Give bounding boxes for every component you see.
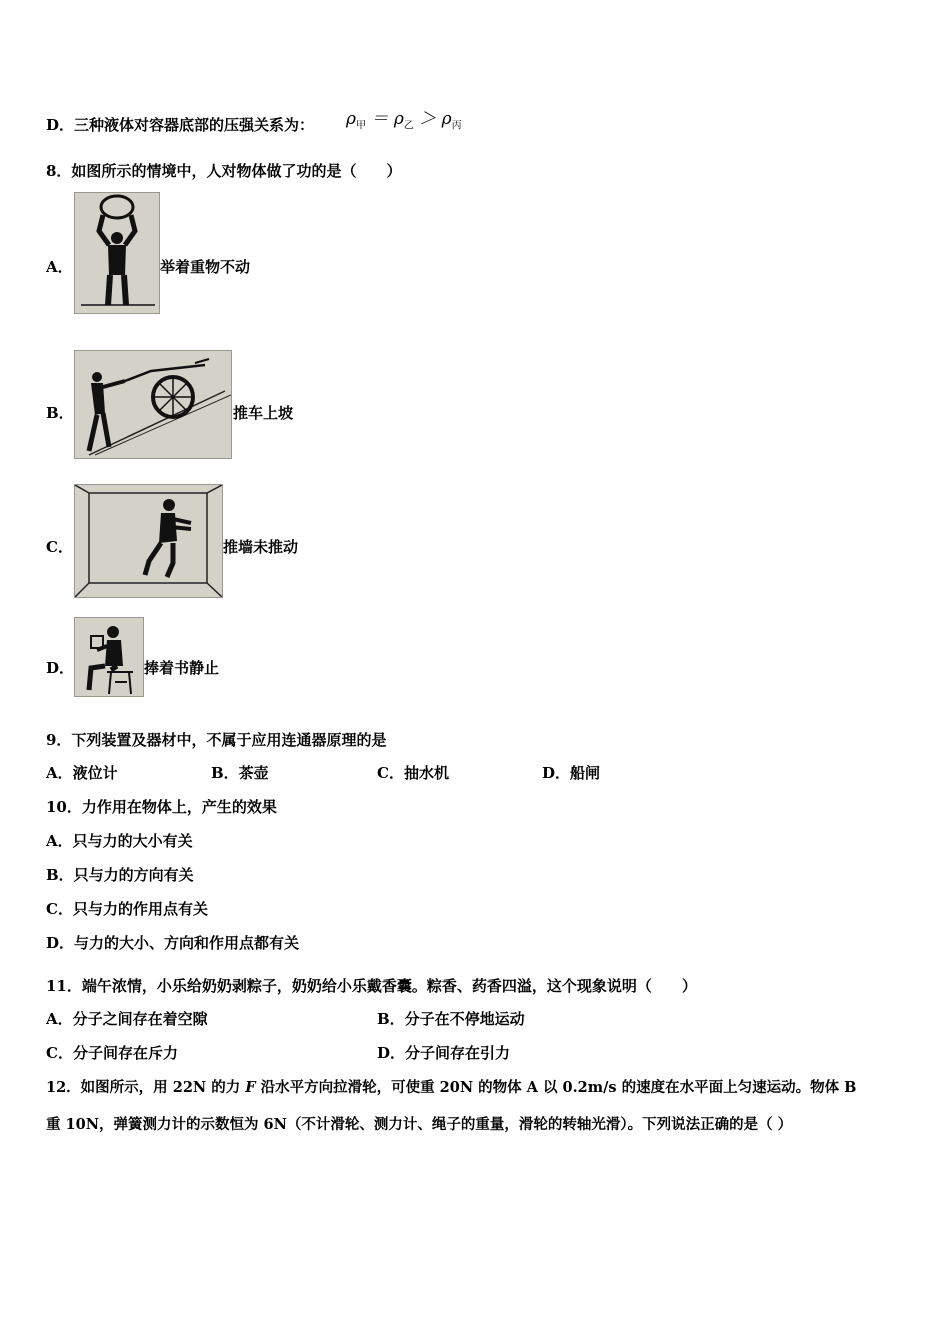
- q7-option-d-label: D．: [46, 116, 75, 134]
- q11-option-c: C．分子间存在斥力: [46, 1044, 178, 1062]
- q10-option-d: D．与力的大小、方向和作用点都有关: [46, 934, 300, 952]
- q10-option-b: B．只与力的方向有关: [46, 866, 194, 884]
- q8-option-b-caption: 推车上坡: [233, 404, 294, 422]
- q10-option-c: C．只与力的作用点有关: [46, 900, 208, 918]
- q10-stem: 10．力作用在物体上，产生的效果: [46, 798, 277, 816]
- density-formula: $\rho_甲 = \rho_乙 > \rho_丙$: [346, 109, 462, 132]
- q8-option-a-label: A．: [46, 258, 73, 276]
- q8-option-c-caption: 推墙未推动: [223, 538, 299, 556]
- person-holding-weight-image: [74, 192, 160, 314]
- q10-option-a: A．只与力的大小有关: [46, 832, 193, 850]
- q7-option-d: [46, 115, 314, 135]
- person-pushing-wall-image: [74, 484, 223, 598]
- q9-option-b: B．茶壶: [211, 764, 269, 782]
- q8-stem: 8．如图所示的情境中，人对物体做了功的是（ ）: [46, 162, 402, 180]
- q7-option-d-text: 三种液体对容器底部的压强关系为：: [74, 116, 315, 134]
- q12-stem-line1: 12．如图所示，用 22N 的力 F 沿水平方向拉滑轮，可使重 20N 的物体 A 以 0.2m/s 的速度在水平面上匀速运动。物体 B: [46, 1079, 857, 1096]
- force-variable: F: [245, 1079, 256, 1096]
- q11-option-b: B．分子在不停地运动: [377, 1010, 525, 1028]
- q9-option-d: D．船闸: [542, 764, 601, 782]
- q9-stem: 9．下列装置及器材中，不属于应用连通器原理的是: [46, 731, 387, 749]
- q11-option-d: D．分子间存在引力: [377, 1044, 511, 1062]
- q11-stem: 11．端午浓情，小乐给奶奶剥粽子，奶奶给小乐戴香囊。粽香、药香四溢，这个现象说明（ ）: [46, 977, 697, 995]
- person-holding-book-image: [74, 617, 144, 697]
- q8-option-d-caption: 捧着书静止: [144, 659, 220, 677]
- q9-option-a: A．液位计: [46, 764, 118, 782]
- q8-option-c-label: C．: [46, 538, 73, 556]
- q8-option-d-label: D．: [46, 659, 75, 677]
- q8-option-a-caption: 举着重物不动: [160, 258, 251, 276]
- q9-option-c: C．抽水机: [377, 764, 449, 782]
- q8-option-b-label: B．: [46, 404, 74, 422]
- q11-option-a: A．分子之间存在着空隙: [46, 1010, 208, 1028]
- person-pushing-cart-image: [74, 350, 232, 459]
- q12-stem-line2: 重 10N，弹簧测力计的示数恒为 6N（不计滑轮、测力计、绳子的重量，滑轮的转轴光滑）。下列说法正确的是（ ）: [46, 1116, 793, 1133]
